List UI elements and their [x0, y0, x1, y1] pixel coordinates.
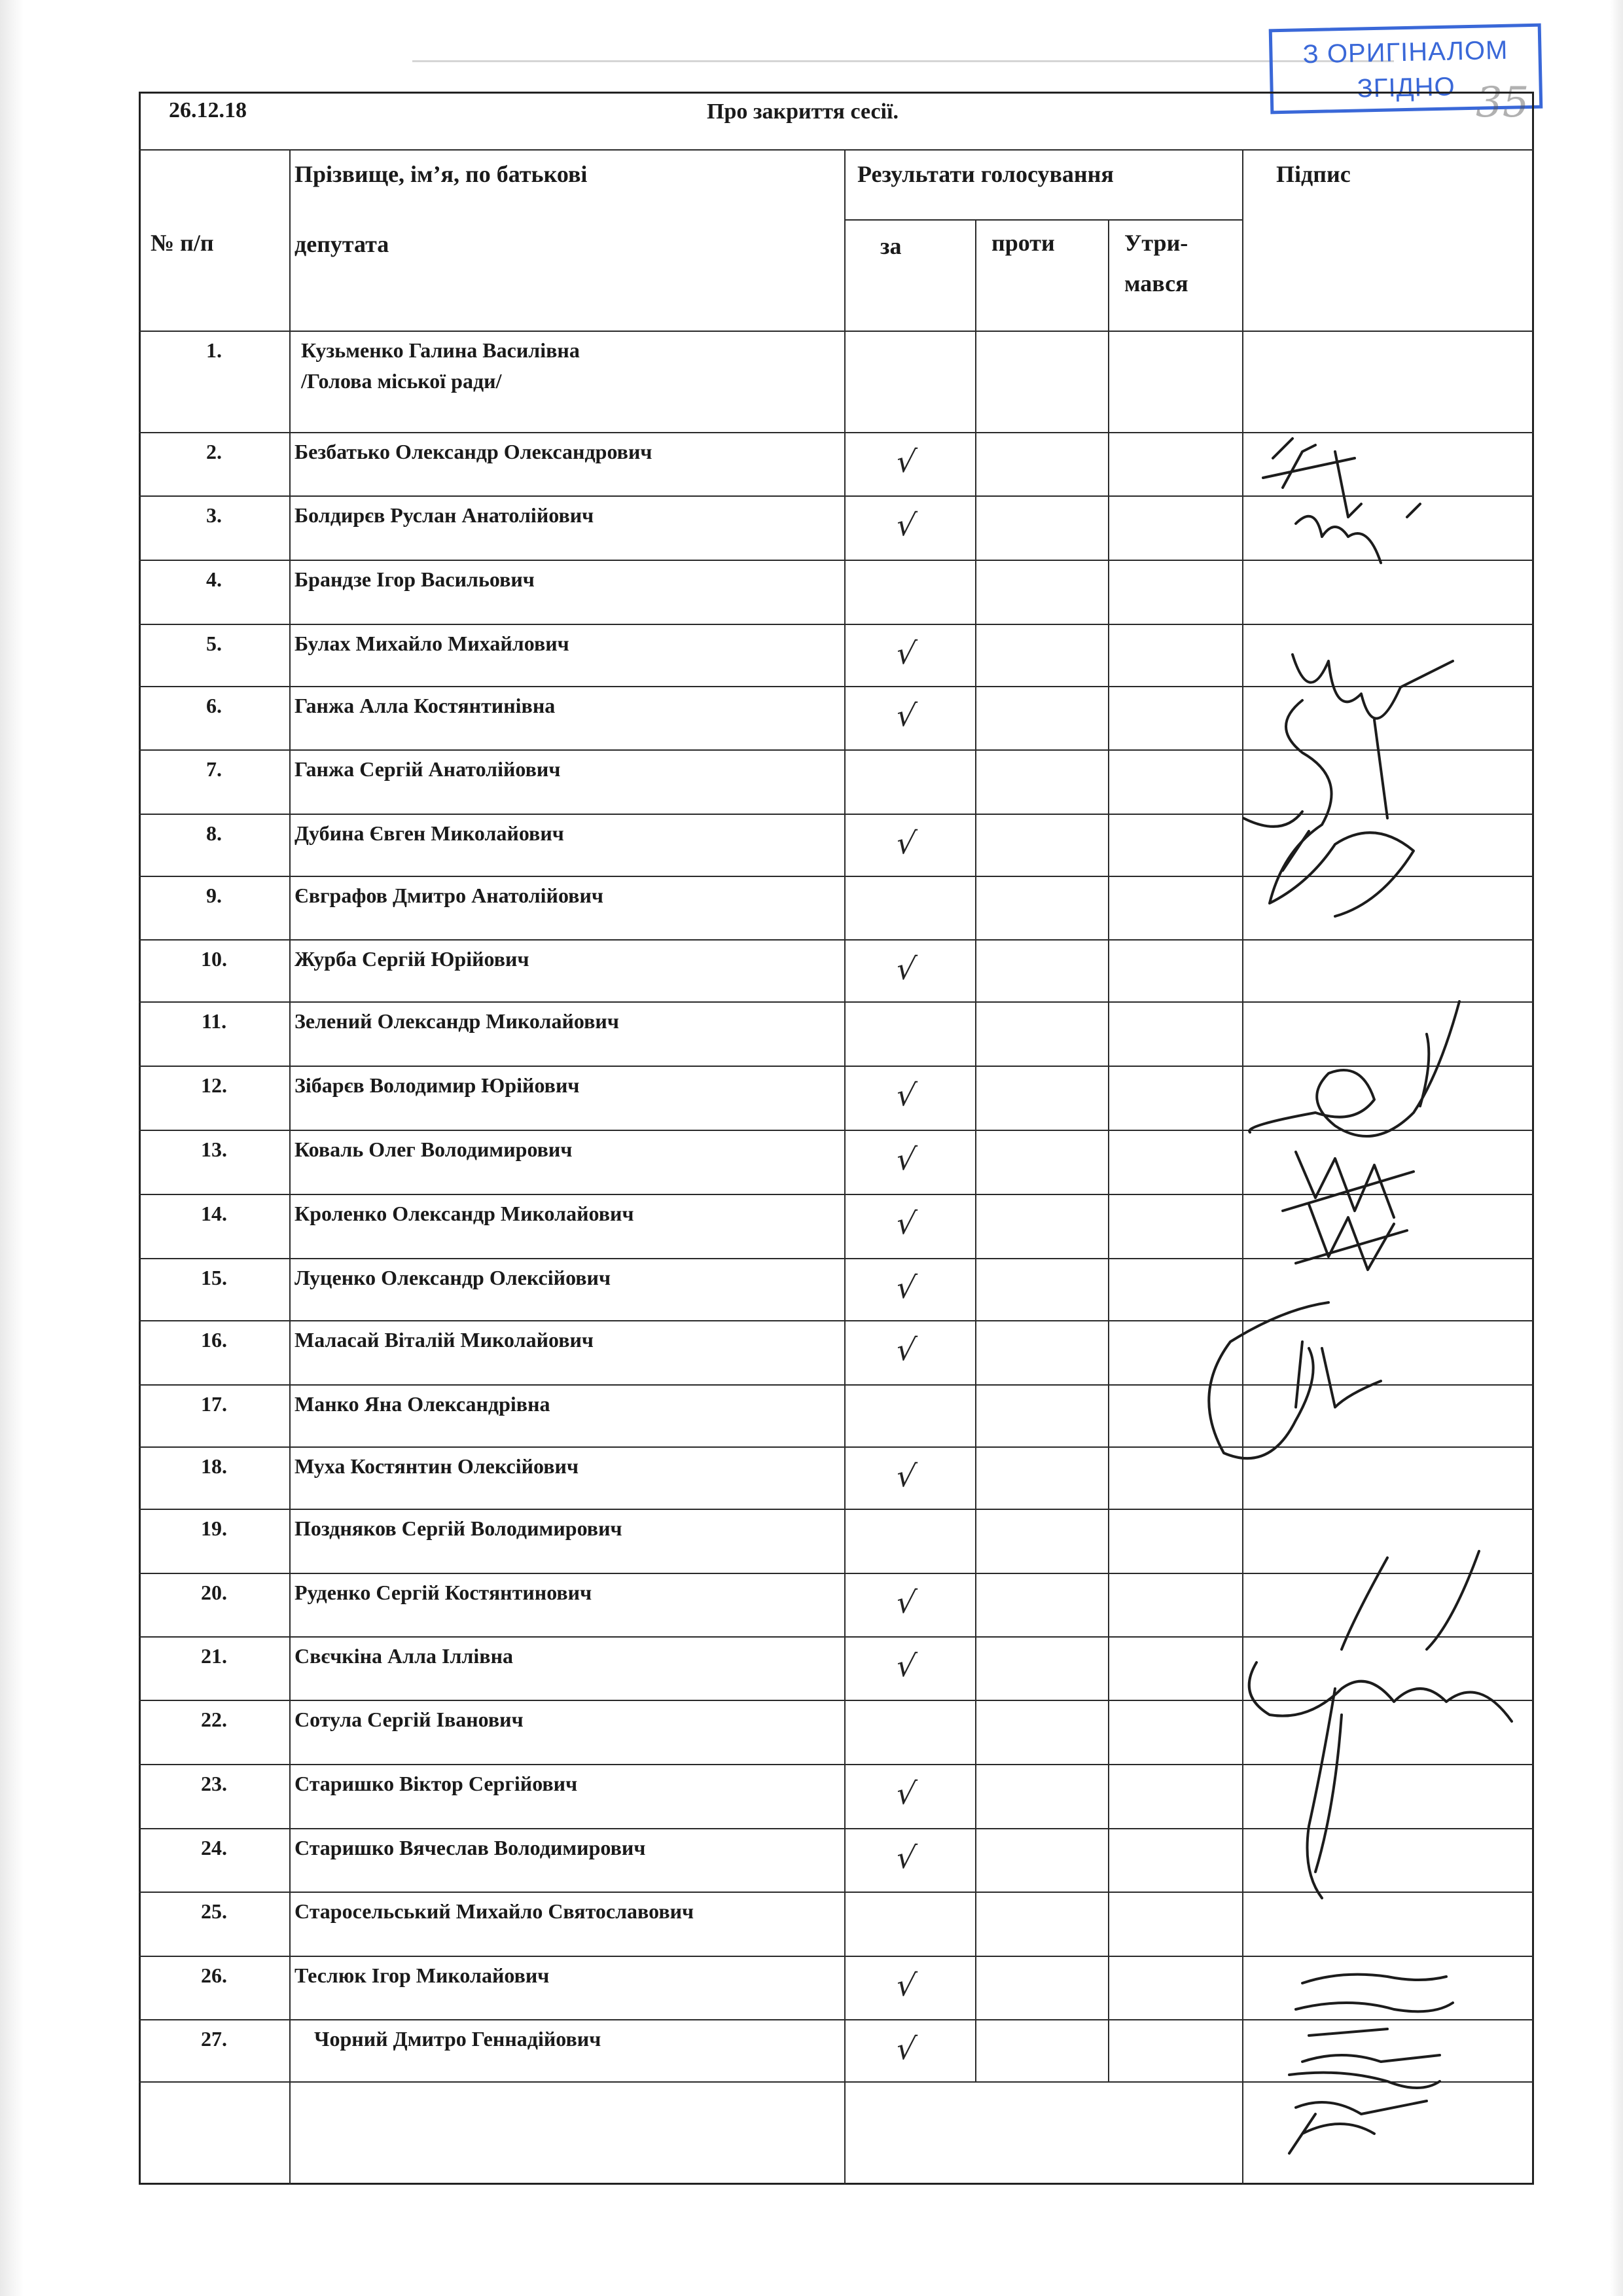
- deputy-name-text: Журба Сергій Юрійович: [294, 947, 529, 971]
- row-divider: [139, 432, 1534, 433]
- deputy-name: [294, 632, 569, 656]
- deputy-name-text: Болдирєв Руслан Анатолійович: [294, 503, 594, 527]
- row-number: 4.: [206, 567, 222, 591]
- vote-for-check-icon: √: [894, 1206, 919, 1241]
- vote-for-check-icon: √: [894, 1458, 919, 1494]
- row-divider: [139, 1066, 1534, 1067]
- scan-edge-left: [0, 0, 24, 2296]
- deputy-name: [301, 338, 580, 393]
- deputy-name: [294, 567, 535, 592]
- row-divider: [139, 1194, 1534, 1195]
- row-divider: [139, 1700, 1534, 1701]
- column-divider-name: [844, 149, 846, 2185]
- deputy-name: [294, 1899, 694, 1924]
- handwritten-page-number: 35: [1476, 79, 1529, 127]
- row-number: 19.: [201, 1516, 227, 1540]
- column-header-number: № п/п: [151, 230, 214, 256]
- column-divider-number: [289, 149, 291, 2185]
- column-header-abstain: Утри-: [1124, 230, 1188, 256]
- deputy-name-text: Луценко Олександр Олексійович: [294, 1266, 611, 1289]
- row-divider: [139, 1956, 1534, 1957]
- deputy-name-text: Ганжа Алла Костянтинівна: [294, 694, 556, 717]
- deputy-name: [294, 440, 652, 464]
- vote-title: Про закриття сесії.: [707, 99, 899, 124]
- deputy-name: [294, 1328, 594, 1352]
- deputy-name-text: Старишко Вячеслав Володимирович: [294, 1836, 646, 1859]
- deputy-name-text: Булах Михайло Михайлович: [294, 632, 569, 655]
- deputy-name-text: Сотула Сергій Іванович: [294, 1708, 524, 1731]
- row-number: 1.: [206, 338, 222, 362]
- row-divider: [139, 876, 1534, 877]
- deputy-name: [294, 1836, 645, 1860]
- deputy-name: [294, 1009, 619, 1033]
- row-divider: [139, 939, 1534, 941]
- deputy-name-text: Поздняков Сергій Володимирович: [294, 1516, 622, 1540]
- deputy-name: [294, 1266, 611, 1290]
- row-number: 14.: [201, 1202, 227, 1225]
- deputy-name: [294, 947, 529, 971]
- row-number: 12.: [201, 1073, 227, 1097]
- column-header-for: за: [880, 233, 902, 259]
- vote-for-check-icon: √: [894, 1967, 919, 2003]
- row-divider: [139, 814, 1534, 815]
- row-divider: [139, 1573, 1534, 1574]
- deputy-name-text: Теслюк Ігор Миколайович: [294, 1964, 550, 1987]
- deputy-name: [294, 503, 594, 528]
- row-divider: [139, 624, 1534, 625]
- row-divider: [139, 1764, 1534, 1765]
- row-divider: [139, 749, 1534, 751]
- row-number: 26.: [201, 1964, 227, 1987]
- vote-for-check-icon: √: [894, 1776, 919, 1811]
- row-divider: [139, 1258, 1534, 1259]
- row-number: 15.: [201, 1266, 227, 1289]
- deputy-name-text: Дубина Євген Миколайович: [294, 821, 564, 845]
- deputy-name: [294, 1138, 572, 1162]
- row-divider: [139, 1130, 1534, 1131]
- row-divider: [139, 686, 1534, 687]
- vote-for-check-icon: √: [894, 1141, 919, 1177]
- deputy-name-text: Манко Яна Олександрівна: [294, 1392, 550, 1416]
- column-header-signature: Підпис: [1276, 161, 1351, 187]
- deputy-name-text: Кузьменко Галина Василівна: [301, 338, 580, 362]
- deputy-name-text: Чорний Дмитро Геннадійович: [314, 2027, 601, 2051]
- stamp-line-2: ЗГІДНО: [1357, 72, 1456, 103]
- row-number: 10.: [201, 947, 227, 971]
- row-number: 23.: [201, 1772, 227, 1795]
- deputy-name-text: Зелений Олександр Миколайович: [294, 1009, 619, 1033]
- row-divider: [139, 1636, 1534, 1638]
- column-header-results: Результати голосування: [857, 161, 1114, 187]
- row-number: 7.: [206, 757, 222, 781]
- row-divider: [139, 2019, 1534, 2020]
- vote-for-check-icon: √: [894, 2031, 919, 2066]
- row-number: 24.: [201, 1836, 227, 1859]
- vote-for-check-icon: √: [894, 1077, 919, 1113]
- vote-for-check-icon: √: [894, 1840, 919, 1875]
- vote-for-check-icon: √: [894, 636, 919, 671]
- row-number: 17.: [201, 1392, 227, 1416]
- column-header-abstain-line2: мався: [1124, 270, 1188, 296]
- row-number: 5.: [206, 632, 222, 655]
- vote-for-check-icon: √: [894, 1648, 919, 1683]
- row-number: 2.: [206, 440, 222, 463]
- vote-for-check-icon: √: [894, 951, 919, 986]
- vote-for-check-icon: √: [894, 1332, 919, 1367]
- deputy-name: [294, 1581, 592, 1605]
- deputy-name-text: Кроленко Олександр Миколайович: [294, 1202, 634, 1225]
- deputy-name-text: Старишко Віктор Сергійович: [294, 1772, 578, 1795]
- stamp-line-1: З ОРИГІНАЛОМ: [1302, 35, 1508, 69]
- vote-for-check-icon: √: [894, 507, 919, 543]
- deputy-name: [294, 1073, 579, 1098]
- row-number: 18.: [201, 1454, 227, 1478]
- row-number: 16.: [201, 1328, 227, 1352]
- deputy-name: [294, 1454, 579, 1479]
- row-number: 25.: [201, 1899, 227, 1923]
- vote-for-check-icon: √: [894, 825, 919, 861]
- row-number: 27.: [201, 2027, 227, 2051]
- column-header-name: Прізвище, ім’я, по батькові: [294, 161, 588, 187]
- deputy-name-text: Маласай Віталій Миколайович: [294, 1328, 594, 1352]
- scan-edge-right: [1610, 0, 1623, 2296]
- column-header-name-line2: депутата: [294, 231, 389, 257]
- row-number: 13.: [201, 1138, 227, 1161]
- deputy-name-text: Муха Костянтин Олексійович: [294, 1454, 579, 1478]
- deputy-name: [294, 1392, 550, 1416]
- deputy-name: [294, 884, 603, 908]
- deputy-name: [294, 1644, 513, 1668]
- row-number: 20.: [201, 1581, 227, 1604]
- session-date: 26.12.18: [169, 98, 247, 122]
- deputy-name: [294, 1708, 524, 1732]
- row-number: 6.: [206, 694, 222, 717]
- row-number: 21.: [201, 1644, 227, 1668]
- row-number: 8.: [206, 821, 222, 845]
- row-divider: [139, 1001, 1534, 1003]
- deputy-name: [294, 1772, 577, 1796]
- row-number: 11.: [201, 1009, 227, 1033]
- row-number: 3.: [206, 503, 222, 527]
- scan-artifact-line: [412, 60, 1394, 62]
- deputy-name-text: Євграфов Дмитро Анатолійович: [294, 884, 603, 907]
- deputy-name: [294, 694, 555, 718]
- vote-for-check-icon: √: [894, 1585, 919, 1620]
- deputy-name: [314, 2027, 601, 2051]
- row-divider: [139, 560, 1534, 561]
- deputy-name-text: Коваль Олег Володимирович: [294, 1138, 573, 1161]
- column-divider-for: [975, 219, 976, 2081]
- vote-for-check-icon: √: [894, 698, 919, 733]
- deputy-name-text: Безбатько Олександр Олександрович: [294, 440, 652, 463]
- deputy-name-text: Свєчкіна Алла Іллівна: [294, 1644, 514, 1668]
- deputy-name-text: Зібарєв Володимир Юрійович: [294, 1073, 580, 1097]
- row-divider: [139, 1320, 1534, 1321]
- row-divider: [139, 1509, 1534, 1510]
- deputy-name: [294, 757, 560, 781]
- row-divider: [139, 2081, 1534, 2083]
- deputy-position: /Голова міської ради/: [301, 369, 502, 393]
- vote-for-check-icon: √: [894, 444, 919, 479]
- row-divider: [139, 331, 1534, 332]
- row-divider: [139, 495, 1534, 497]
- header-divider: [139, 149, 1534, 151]
- row-divider: [139, 1892, 1534, 1893]
- deputy-name: [294, 1964, 549, 1988]
- vote-for-check-icon: √: [894, 1270, 919, 1305]
- deputy-name-text: Ганжа Сергій Анатолійович: [294, 757, 561, 781]
- deputy-name-text: Старосельський Михайло Святославович: [294, 1899, 694, 1923]
- results-subheader-divider: [844, 219, 1242, 221]
- row-number: 9.: [206, 884, 222, 907]
- column-divider-against: [1108, 219, 1109, 2081]
- deputy-name: [294, 1202, 633, 1226]
- row-divider: [139, 1446, 1534, 1448]
- row-divider: [139, 1828, 1534, 1829]
- deputy-name: [294, 821, 564, 846]
- deputy-name-text: Брандзе Ігор Васильович: [294, 567, 535, 591]
- column-header-against: проти: [991, 230, 1055, 256]
- deputy-name-text: Руденко Сергій Костянтинович: [294, 1581, 592, 1604]
- deputy-name: [294, 1516, 622, 1541]
- column-divider-abstain: [1242, 149, 1243, 2185]
- row-number: 22.: [201, 1708, 227, 1731]
- row-divider: [139, 1384, 1534, 1386]
